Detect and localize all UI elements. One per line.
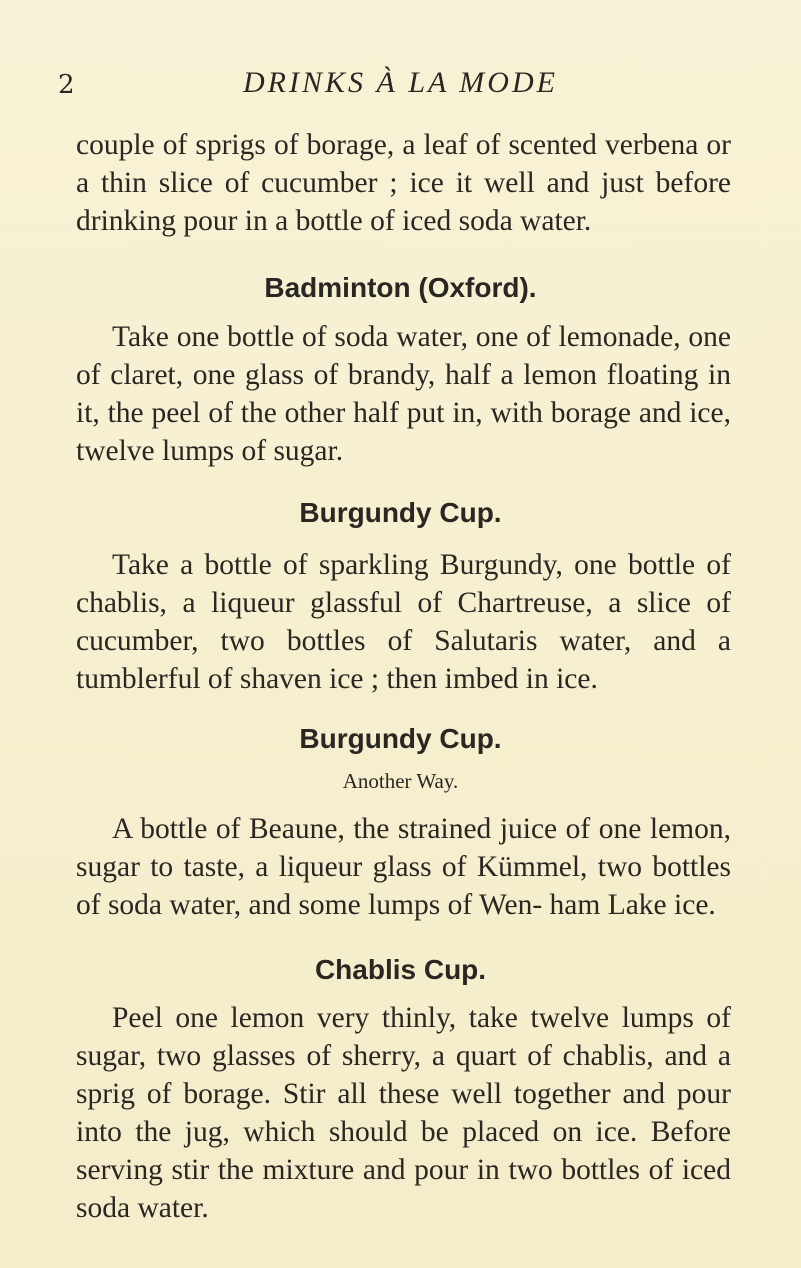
recipe-text-burgundy-cup: Take a bottle of sparkling Burgundy, one bottle of chablis, a liqueur glassful of Chartreuse, a slice of cucumber, two bottles of Salutaris water, and a tumblerful of shaven ice ; then imbed in ice. — [76, 549, 731, 695]
recipe-text-chablis-cup: Peel one lemon very thinly, take twelve lumps of sugar, two glasses of sherry, a quart of chablis, and a sprig of borage. Stir all these well together and pour into the jug, which should be placed on ice. Before serving stir the mixture and pour in two bottles of iced soda water. — [76, 1002, 731, 1224]
recipe-title-chablis-cup: Chablis Cup. — [314, 954, 487, 985]
recipe-text-burgundy-cup-another-way: A bottle of Beaune, the strained juice of one lemon, sugar to taste, a liqueur glass of Kümmel, two bottles of soda water, and some lumps of Wen- ham Lake ice. — [76, 813, 731, 921]
recipe-title-burgundy-cup: Burgundy Cup. — [299, 497, 502, 528]
recipe-subtitle-another-way: Another Way. — [342, 769, 459, 793]
running-title: DRINKS À LA MODE — [243, 66, 558, 99]
continuation-paragraph: couple of sprigs of borage, a leaf of scented verbena or a thin slice of cucumber ; ice it well and just before drinking pour in a bottle of iced soda water. — [76, 129, 731, 237]
running-head — [0, 66, 801, 110]
page-number: 2 — [58, 70, 75, 100]
recipe-text-badminton: Take one bottle of soda water, one of lemonade, one of claret, one glass of brandy, half a lemon floating in it, the peel of the other half put in, with borage and ice, twelve lumps of sugar. — [76, 321, 731, 467]
recipe-title-burgundy-cup-another-way: Burgundy Cup. — [299, 723, 502, 754]
recipe-title-badminton: Badminton (Oxford). — [264, 272, 537, 303]
